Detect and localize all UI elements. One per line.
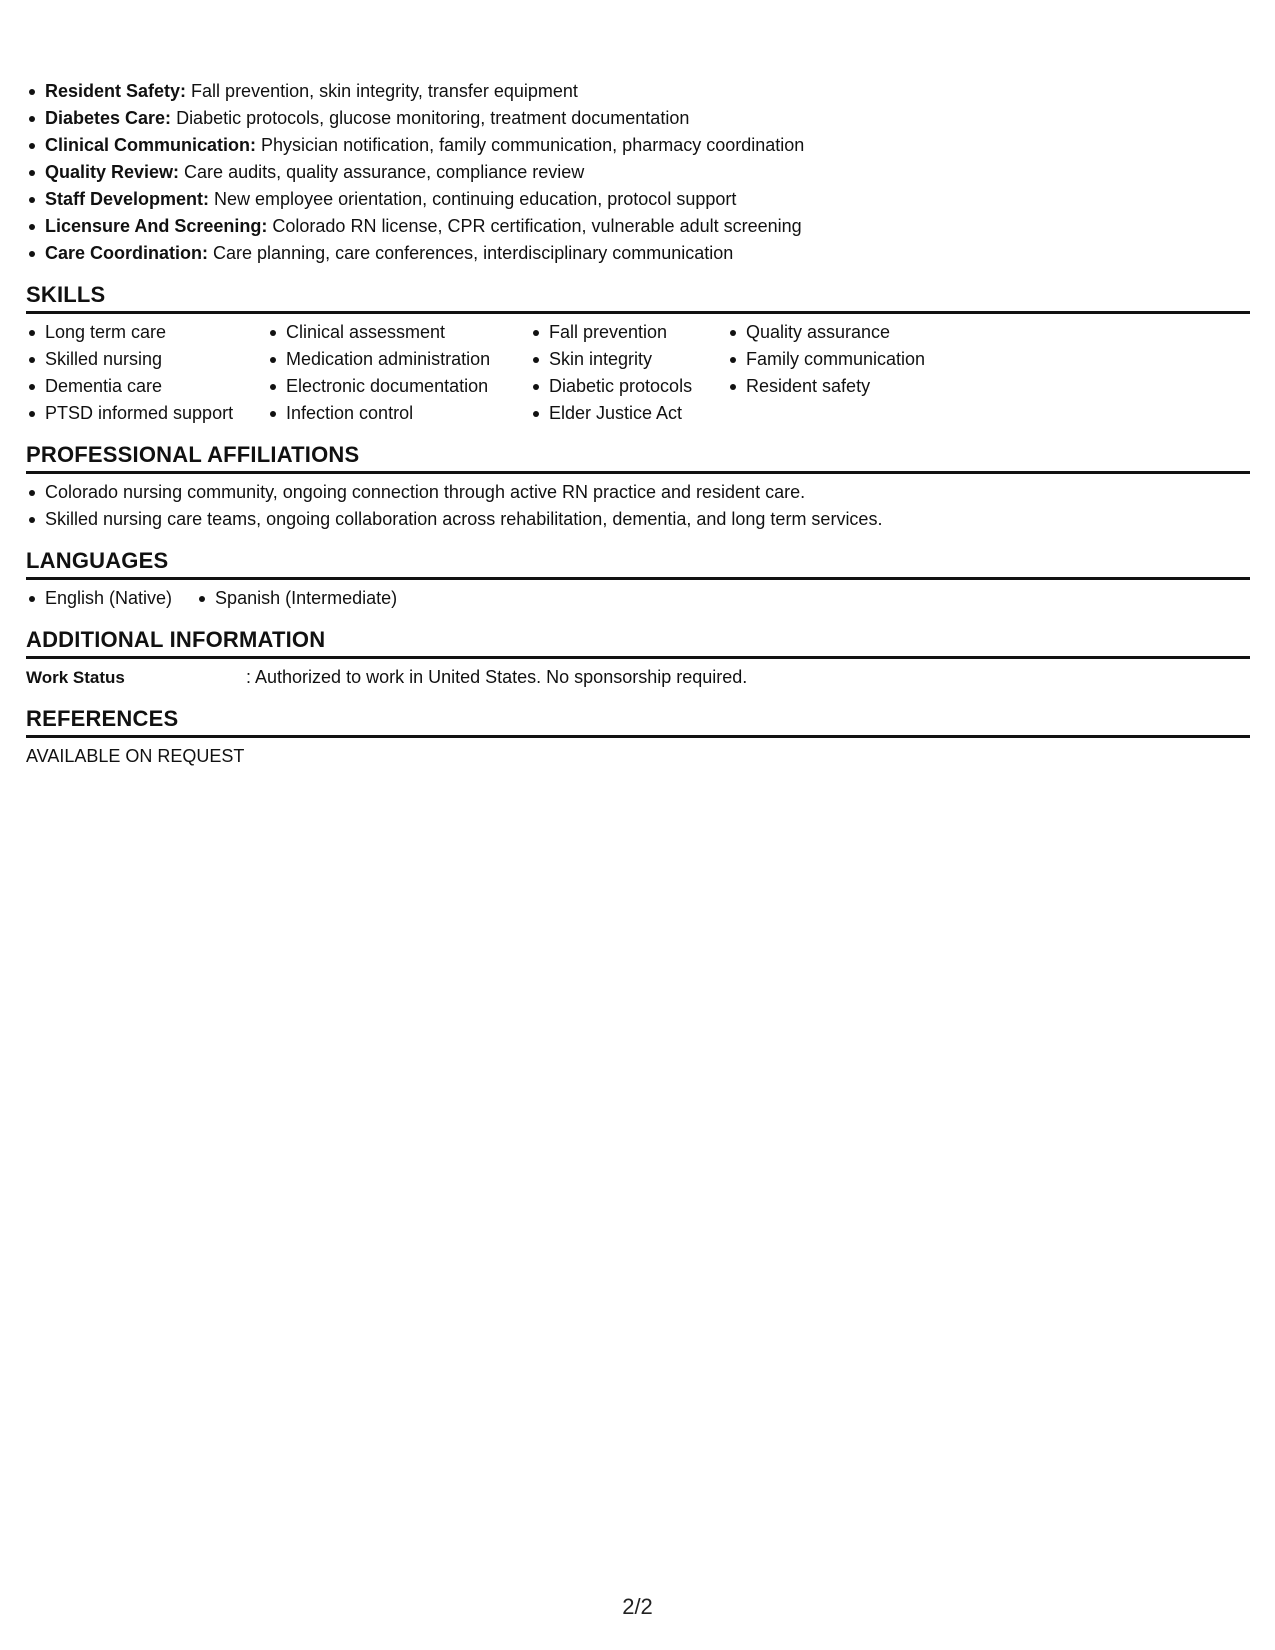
section-title-skills: SKILLS [26, 281, 1250, 314]
work-status-value: : Authorized to work in United States. No sponsorship required. [246, 667, 748, 687]
skill-item: Resident safety [727, 373, 987, 400]
highlights-list [26, 78, 1250, 267]
skill-item: Skin integrity [530, 346, 727, 373]
skill-item: Medication administration [267, 346, 530, 373]
list-item [26, 132, 1250, 159]
highlight-text: Care audits, quality assurance, compliance review [179, 162, 585, 182]
list-item: Colorado nursing community, ongoing connection through active RN practice and resident care. [26, 479, 1250, 506]
skill-item: Family communication [727, 346, 987, 373]
highlight-text: New employee orientation, continuing education, protocol support [209, 189, 737, 209]
languages-list [26, 585, 1250, 612]
section-title-additional-info: ADDITIONAL INFORMATION [26, 626, 1250, 659]
skill-item: Diabetic protocols [530, 373, 727, 400]
skill-item: PTSD informed support [26, 400, 267, 427]
list-item [26, 240, 1250, 267]
skill-item: Fall prevention [530, 319, 727, 346]
skill-item: Quality assurance [727, 319, 987, 346]
affiliations-list [26, 479, 1250, 533]
skills-column [267, 319, 530, 427]
highlight-label: Staff Development: [45, 189, 210, 209]
list-item [26, 78, 1250, 105]
language-item: Spanish (Intermediate) [196, 585, 397, 612]
skills-column [727, 319, 987, 427]
highlight-label: Resident Safety: [45, 81, 187, 101]
resume-page [26, 78, 1250, 770]
section-title-affiliations: PROFESSIONAL AFFILIATIONS [26, 441, 1250, 474]
work-status-row [26, 664, 1250, 691]
highlight-label: Quality Review: [45, 162, 180, 182]
highlight-label: Licensure And Screening: [45, 216, 268, 236]
section-title-references: REFERENCES [26, 705, 1250, 738]
highlight-text: Diabetic protocols, glucose monitoring, treatment documentation [171, 108, 690, 128]
highlight-text: Fall prevention, skin integrity, transfer equipment [186, 81, 578, 101]
skill-item: Electronic documentation [267, 373, 530, 400]
list-item [26, 159, 1250, 186]
list-item: Skilled nursing care teams, ongoing collaboration across rehabilitation, dementia, and long term services. [26, 506, 1250, 533]
skills-column [530, 319, 727, 427]
highlight-label: Diabetes Care: [45, 108, 172, 128]
additional-info-section [26, 626, 1250, 691]
list-item [26, 213, 1250, 240]
list-item [26, 186, 1250, 213]
skills-grid [26, 319, 1250, 427]
list-item [26, 105, 1250, 132]
languages-section [26, 547, 1250, 612]
skill-item: Elder Justice Act [530, 400, 727, 427]
skill-item: Long term care [26, 319, 267, 346]
skills-column [26, 319, 267, 427]
skill-item: Clinical assessment [267, 319, 530, 346]
work-status-label: Work Status [26, 668, 125, 687]
page-number: 2/2 [622, 1594, 653, 1619]
highlight-label: Care Coordination: [45, 243, 209, 263]
skill-item: Skilled nursing [26, 346, 267, 373]
references-section [26, 705, 1250, 770]
highlight-text: Care planning, care conferences, interdisciplinary communication [208, 243, 734, 263]
skills-section [26, 281, 1250, 427]
skill-item: Dementia care [26, 373, 267, 400]
skill-item: Infection control [267, 400, 530, 427]
references-text: AVAILABLE ON REQUEST [26, 746, 245, 766]
highlight-label: Clinical Communication: [45, 135, 257, 155]
section-title-languages: LANGUAGES [26, 547, 1250, 580]
highlight-text: Physician notification, family communication, pharmacy coordination [256, 135, 805, 155]
highlight-text: Colorado RN license, CPR certification, vulnerable adult screening [267, 216, 802, 236]
affiliations-section [26, 441, 1250, 533]
language-item: English (Native) [26, 585, 172, 612]
